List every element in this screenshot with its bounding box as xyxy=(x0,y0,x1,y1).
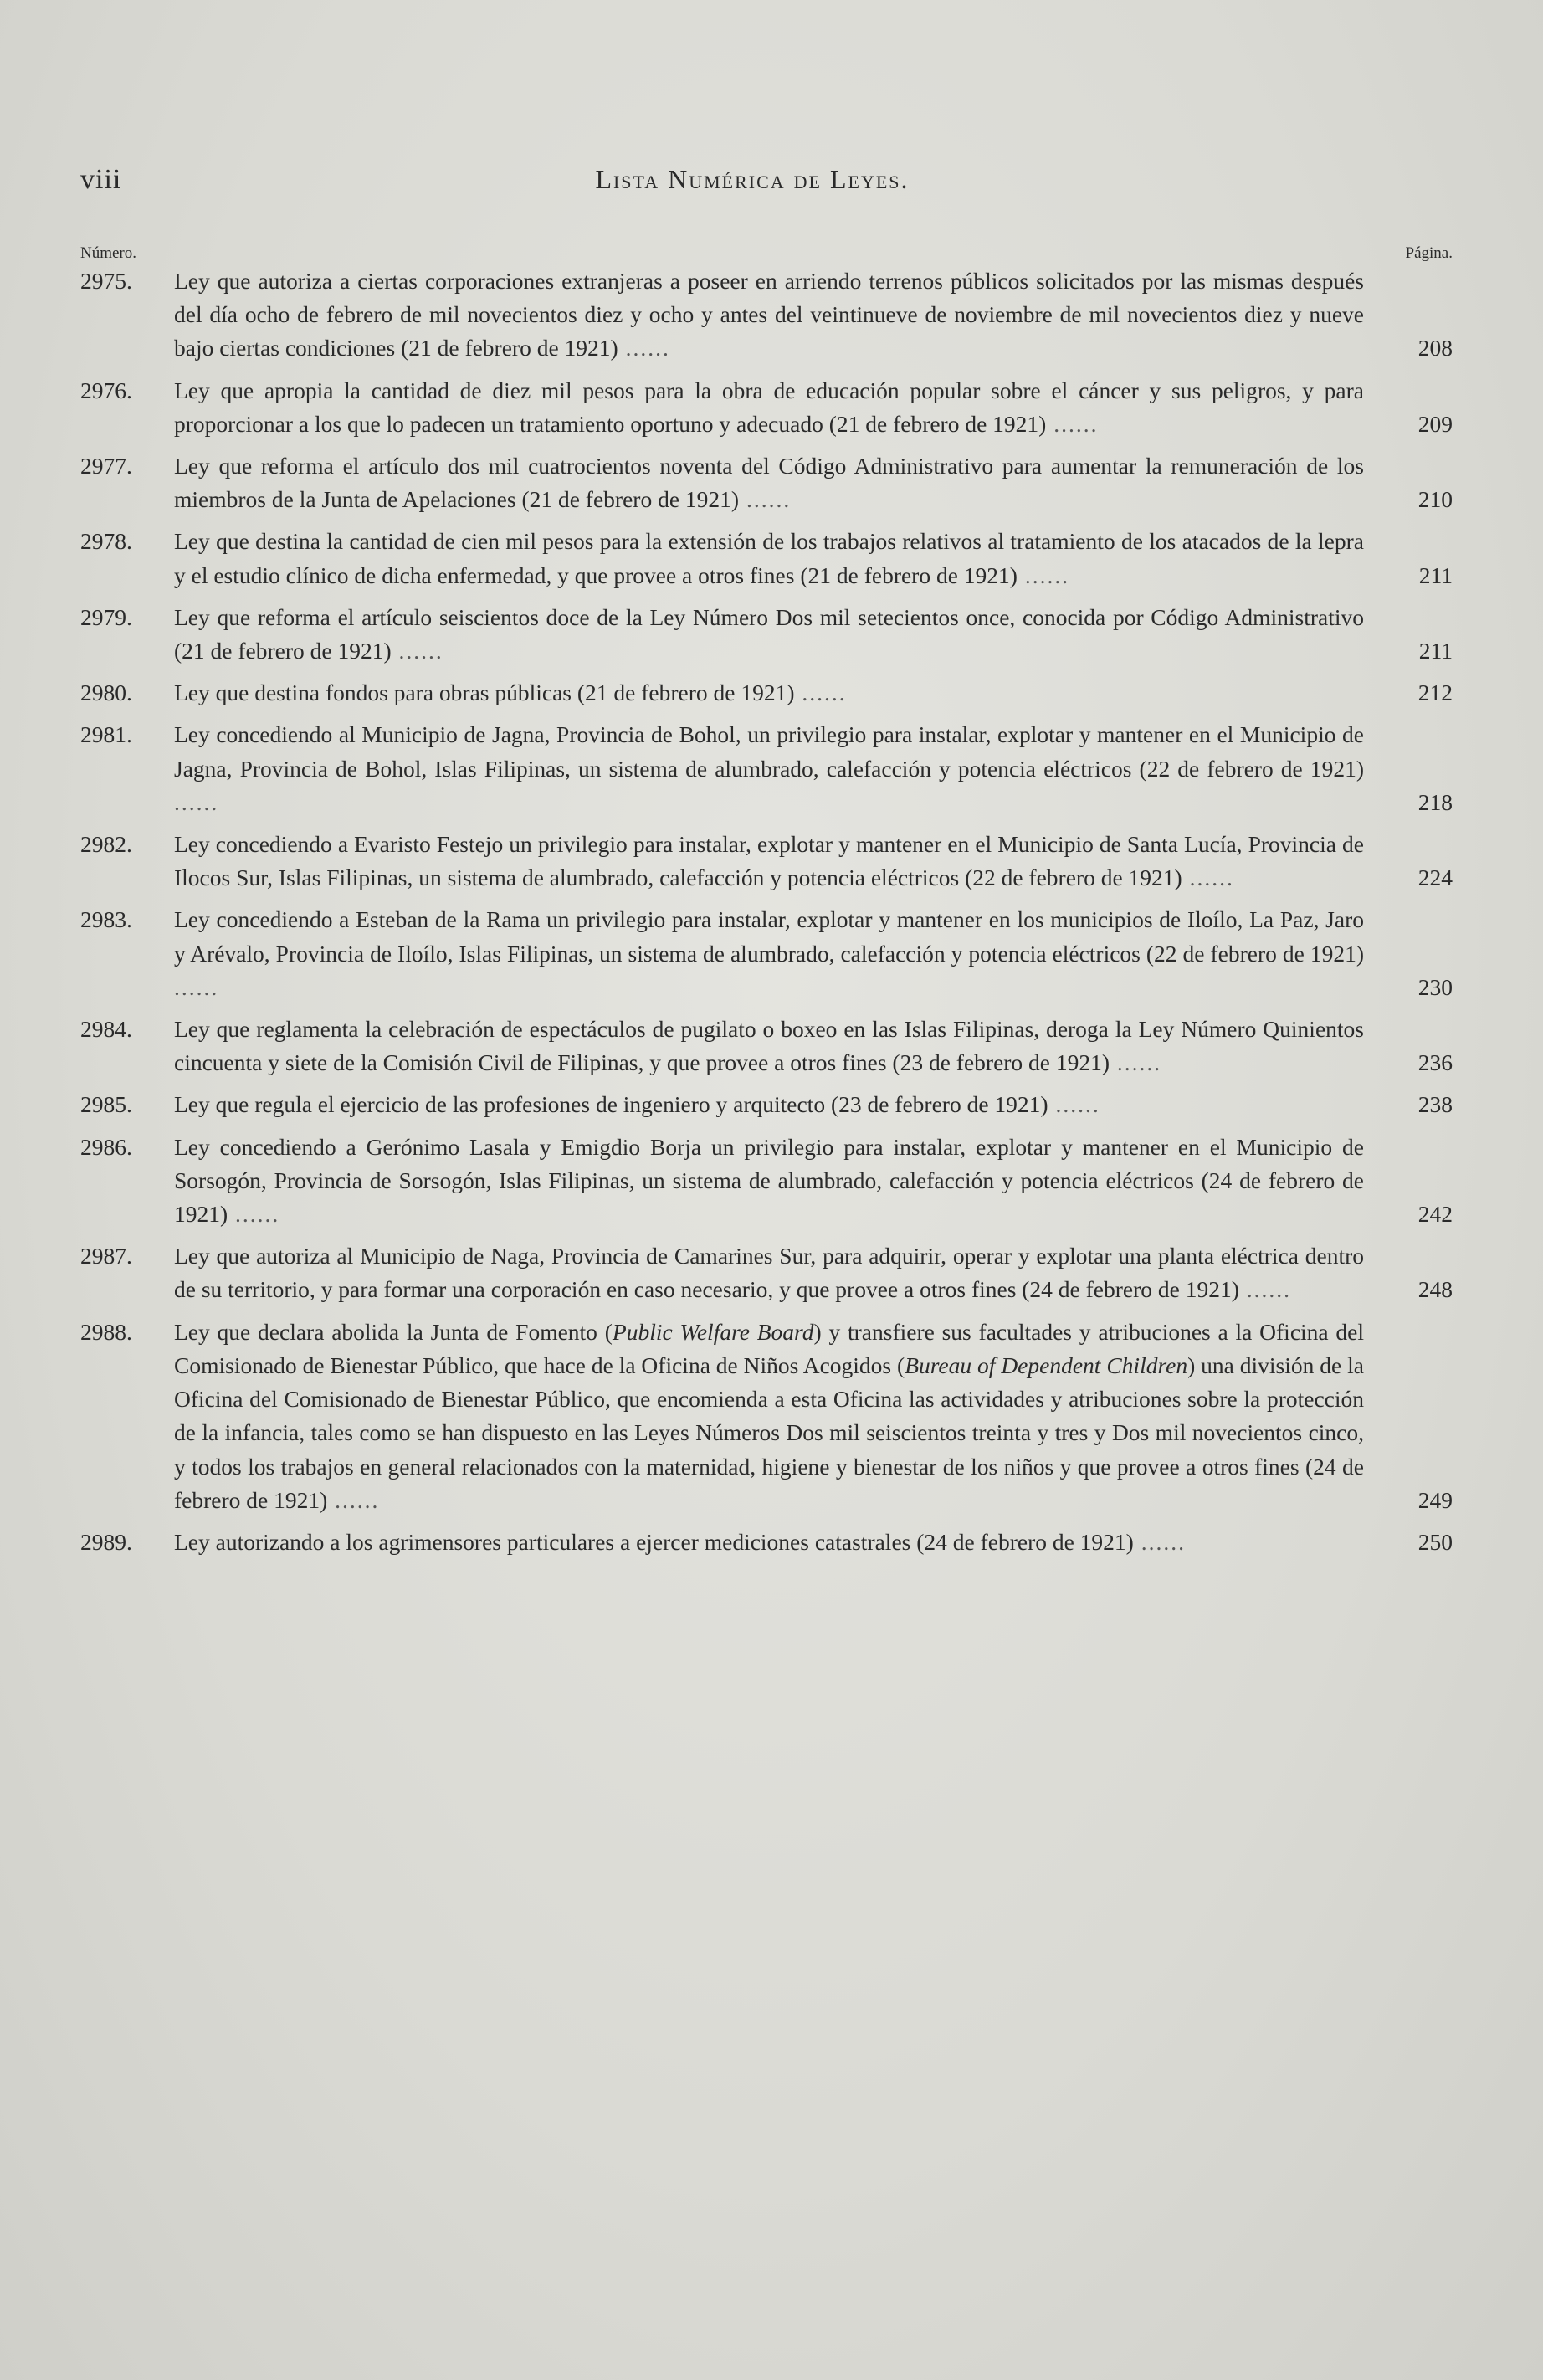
law-entry xyxy=(80,718,1453,819)
page-number: viii xyxy=(80,164,122,195)
law-description: Ley que reforma el artículo seiscientos doce de la Ley Número Dos mil setecientos once, conocida por Código Administrativo (21 de febrero de 1921) ...... xyxy=(174,603,1364,664)
law-description: Ley concediendo a Gerónimo Lasala y Emigdio Borja un privilegio para instalar, explotar y mantener en el Municipio de Sorsogón, Provincia de Sorsogón, Islas Filipinas, un sistema de alumbrado, calefacción y potencia eléctricos (24 de febrero de 1921) ...... xyxy=(174,1133,1364,1228)
law-description: Ley concediendo al Municipio de Jagna, Provincia de Bohol, un privilegio para instalar, explotar y mantener en el Municipio de Jagna, Provincia de Bohol, Islas Filipinas, un sistema de alumbrado, calefacción y potencia eléctricos (22 de febrero de 1921) ...... xyxy=(174,721,1364,815)
law-number: 2986. xyxy=(80,1133,132,1160)
law-description: Ley que regula el ejercicio de las profesiones de ingeniero y arquitecto (23 de febrero de 1921) ...... xyxy=(174,1091,1100,1118)
law-description: Ley que reglamenta la celebración de espectáculos de pugilato o boxeo en las Islas Filipinas, deroga la Ley Número Quinientos cincuenta y siete de la Comisión Civil de Filipinas, y que provee a otros fines (23 de febrero de 1921) ...... xyxy=(174,1016,1364,1076)
law-entry xyxy=(80,1316,1453,1517)
column-heading-page: Página. xyxy=(1405,244,1453,262)
page-header xyxy=(80,164,1424,206)
law-entry xyxy=(80,525,1453,592)
law-entry xyxy=(80,374,1453,441)
law-number: 2985. xyxy=(80,1091,132,1118)
law-number: 2984. xyxy=(80,1016,132,1043)
column-headings xyxy=(80,244,1453,264)
law-entry xyxy=(80,903,1453,1004)
law-page: 248 xyxy=(1417,1276,1453,1303)
law-page: 236 xyxy=(1417,1049,1453,1076)
law-number: 2982. xyxy=(80,831,132,858)
law-number: 2983. xyxy=(80,906,132,933)
law-page: 211 xyxy=(1418,638,1453,664)
law-entry xyxy=(80,1526,1453,1559)
law-page: 209 xyxy=(1417,410,1453,437)
law-number: 2980. xyxy=(80,680,132,706)
column-heading-number: Número. xyxy=(80,244,137,262)
law-description: Ley que declara abolida la Junta de Fomento (Public Welfare Board) y transfiere sus facultades y atribuciones a la Oficina del Comisionado de Bienestar Público, que hace de la Oficina de Niños Acogidos (Bureau of Dependent Children) una división de la Oficina del Comisionado de Bienestar Público, que encomienda a esta Oficina las actividades y atribuciones sobre la protección de la infancia, tales como se han dispuesto en las Leyes Números Dos mil seiscientos treinta y tres y Dos mil novecientos cinco, y todos los trabajos en general relacionados con la maternidad, higiene y bienestar de los niños y que provee a otros fines (24 de febrero de 1921) ...... xyxy=(174,1318,1365,1513)
law-page: 224 xyxy=(1417,864,1453,891)
running-title: Lista Numérica de Leyes. xyxy=(595,164,910,194)
law-entry xyxy=(80,828,1453,895)
law-entry xyxy=(80,676,1453,710)
law-number: 2976. xyxy=(80,377,132,403)
law-page: 238 xyxy=(1417,1091,1453,1118)
law-entry xyxy=(80,1013,1453,1080)
law-entry xyxy=(80,1088,1453,1121)
law-page: 212 xyxy=(1417,680,1453,706)
law-entry xyxy=(80,1239,1453,1306)
law-entry xyxy=(80,601,1453,668)
law-number: 2978. xyxy=(80,528,132,555)
law-page: 210 xyxy=(1417,486,1453,513)
law-number: 2979. xyxy=(80,603,132,630)
law-page: 230 xyxy=(1417,973,1453,1000)
law-page: 249 xyxy=(1417,1486,1453,1513)
law-number: 2977. xyxy=(80,453,132,480)
law-number: 2975. xyxy=(80,268,132,294)
english-name: Bureau of Dependent Children xyxy=(905,1352,1188,1378)
law-description: Ley autorizando a los agrimensores particulares a ejercer mediciones catastrales (24 de febrero de 1921) ...... xyxy=(174,1528,1186,1555)
law-number: 2988. xyxy=(80,1318,132,1345)
law-number: 2981. xyxy=(80,721,132,748)
english-name: Public Welfare Board xyxy=(612,1318,814,1345)
law-entry xyxy=(80,449,1453,516)
law-number: 2987. xyxy=(80,1243,132,1270)
law-description: Ley que destina fondos para obras públicas (21 de febrero de 1921) ...... xyxy=(174,680,847,706)
law-description: Ley que reforma el artículo dos mil cuatrocientos noventa del Código Administrativo para aumentar la remuneración de los miembros de la Junta de Apelaciones (21 de febrero de 1921) ...... xyxy=(174,453,1364,513)
law-description: Ley que destina la cantidad de cien mil pesos para la extensión de los trabajos relativos al tratamiento de los atacados de la lepra y el estudio clínico de dicha enfermedad, y que provee a otros fines (21 de febrero de 1921) ...... xyxy=(174,528,1364,588)
law-page: 211 xyxy=(1418,562,1453,588)
law-description: Ley que autoriza a ciertas corporaciones extranjeras a poseer en arriendo terrenos públicos solicitados por las mismas después del día ocho de febrero de mil novecientos diez y ocho y antes del veintinueve de noviembre de mil novecientos diez y nueve bajo ciertas condiciones (21 de febrero de 1921) ...... xyxy=(174,268,1364,362)
law-entry xyxy=(80,264,1453,366)
law-description: Ley concediendo a Evaristo Festejo un privilegio para instalar, explotar y mantener en el Municipio de Santa Lucía, Provincia de Ilocos Sur, Islas Filipinas, un sistema de alumbrado, calefacción y potencia eléctricos (22 de febrero de 1921) ...... xyxy=(174,831,1364,891)
law-description: Ley que autoriza al Municipio de Naga, Provincia de Camarines Sur, para adquirir, operar y explotar una planta eléctrica dentro de su territorio, y para formar una corporación en caso necesario, y que provee a otros fines (24 de febrero de 1921) ...... xyxy=(174,1243,1364,1303)
law-page: 218 xyxy=(1417,788,1453,815)
law-description: Ley concediendo a Esteban de la Rama un privilegio para instalar, explotar y mantener en los municipios de Iloílo, La Paz, Jaro y Arévalo, Provincia de Iloílo, Islas Filipinas, un sistema de alumbrado, calefacción y potencia eléctricos (22 de febrero de 1921) ...... xyxy=(174,906,1364,1000)
law-number: 2989. xyxy=(80,1528,132,1555)
law-page: 250 xyxy=(1417,1528,1453,1555)
law-entry xyxy=(80,1131,1453,1232)
law-page: 242 xyxy=(1417,1201,1453,1228)
law-list xyxy=(80,264,1453,1567)
law-page: 208 xyxy=(1417,335,1453,362)
law-description: Ley que apropia la cantidad de diez mil pesos para la obra de educación popular sobre el cáncer y sus peligros, y para proporcionar a los que lo padecen un tratamiento oportuno y adecuado (21 de febrero de 1921) ...... xyxy=(174,377,1364,437)
